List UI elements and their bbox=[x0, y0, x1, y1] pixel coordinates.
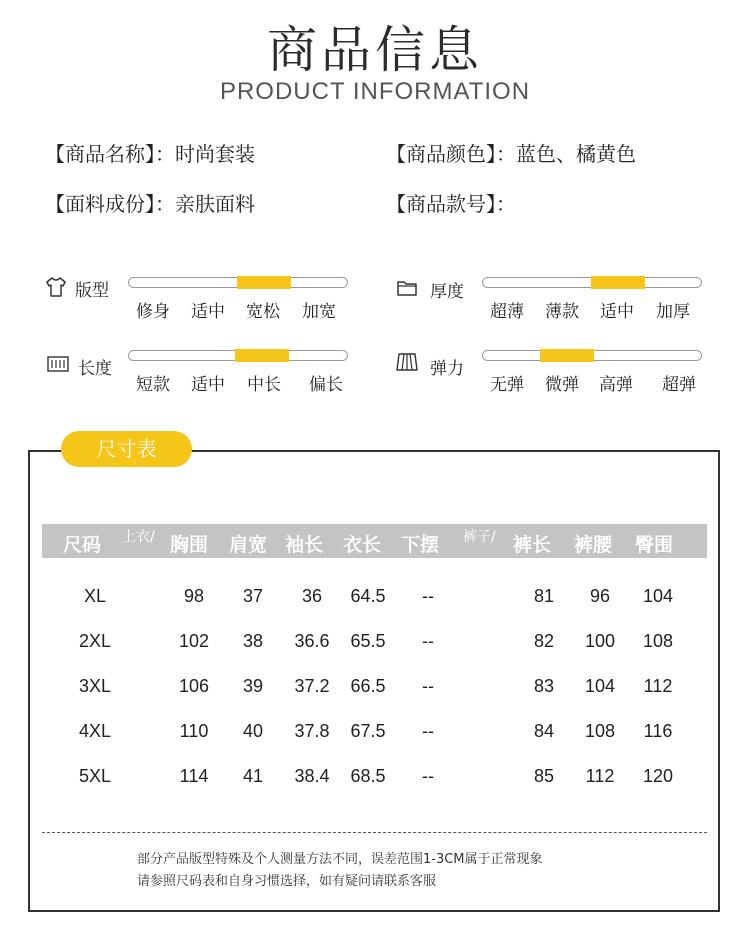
table-cell: 112 bbox=[643, 676, 673, 696]
fit-option: 加宽 bbox=[302, 302, 336, 322]
fit-label: 版型 bbox=[75, 281, 109, 301]
fit-option: 修身 bbox=[136, 302, 170, 322]
table-cell: 83 bbox=[533, 676, 555, 696]
elasticity-option: 超弹 bbox=[662, 375, 696, 395]
length-option: 短款 bbox=[136, 375, 170, 395]
table-cell: 100 bbox=[584, 631, 616, 651]
length-scale bbox=[128, 350, 348, 361]
table-cell: -- bbox=[422, 721, 434, 741]
table-cell: 36.6 bbox=[294, 631, 330, 651]
table-cell: 67.5 bbox=[350, 721, 386, 741]
thickness-label: 厚度 bbox=[430, 282, 464, 302]
header-pants-group: 裤子/ bbox=[463, 529, 496, 545]
table-cell: 116 bbox=[643, 721, 673, 741]
table-cell: 106 bbox=[178, 676, 210, 696]
thickness-scale bbox=[482, 277, 702, 288]
size-table-header bbox=[42, 524, 707, 558]
table-cell: 5XL bbox=[78, 766, 112, 786]
length-label: 长度 bbox=[78, 359, 112, 379]
elasticity-label: 弹力 bbox=[430, 359, 464, 379]
header-hem: 下摆 bbox=[401, 534, 440, 556]
size-table-frame bbox=[28, 450, 720, 912]
thickness-option: 加厚 bbox=[656, 302, 690, 322]
table-cell: 66.5 bbox=[350, 676, 386, 696]
size-table-tag: 尺寸表 bbox=[61, 431, 192, 467]
product-color-info: 【商品颜色】：蓝色、橘黄色 bbox=[386, 142, 636, 166]
table-cell: 37 bbox=[242, 586, 264, 606]
table-cell: 36 bbox=[301, 586, 323, 606]
header-pants-length: 裤长 bbox=[513, 534, 552, 556]
fit-scale bbox=[128, 277, 348, 288]
elasticity-option: 无弹 bbox=[490, 375, 524, 395]
fit-option: 适中 bbox=[191, 302, 225, 322]
table-cell: 108 bbox=[584, 721, 616, 741]
table-cell: 104 bbox=[642, 586, 674, 606]
table-cell: 64.5 bbox=[350, 586, 386, 606]
table-cell: 37.2 bbox=[294, 676, 330, 696]
thickness-indicator bbox=[591, 276, 645, 289]
table-cell: XL bbox=[83, 586, 107, 606]
tshirt-icon bbox=[45, 276, 67, 298]
table-cell: 68.5 bbox=[350, 766, 386, 786]
header-shoulder: 肩宽 bbox=[229, 534, 268, 556]
table-cell: 38 bbox=[242, 631, 264, 651]
elasticity-option: 微弹 bbox=[545, 375, 579, 395]
table-cell: 4XL bbox=[78, 721, 112, 741]
header-chest: 胸围 bbox=[170, 534, 209, 556]
length-option: 偏长 bbox=[309, 375, 343, 395]
table-cell: -- bbox=[422, 766, 434, 786]
table-cell: 84 bbox=[533, 721, 555, 741]
table-cell: 96 bbox=[589, 586, 611, 606]
note-line: 请参照尺码表和自身习惯选择，如有疑问请联系客服 bbox=[137, 874, 437, 889]
table-cell: 65.5 bbox=[350, 631, 386, 651]
table-cell: 98 bbox=[183, 586, 205, 606]
table-cell: 102 bbox=[178, 631, 210, 651]
table-cell: 40 bbox=[242, 721, 264, 741]
folder-icon bbox=[396, 277, 418, 299]
table-cell: -- bbox=[422, 631, 434, 651]
table-cell: 81 bbox=[533, 586, 555, 606]
length-option: 适中 bbox=[191, 375, 225, 395]
elasticity-option: 高弹 bbox=[599, 375, 633, 395]
header-size: 尺码 bbox=[63, 534, 102, 556]
product-name-info: 【商品名称】：时尚套装 bbox=[45, 142, 255, 166]
page-title: 商品信息 bbox=[267, 21, 483, 79]
header-length: 衣长 bbox=[343, 534, 382, 556]
table-cell: 85 bbox=[533, 766, 555, 786]
table-cell: 41 bbox=[242, 766, 264, 786]
table-cell: -- bbox=[422, 586, 434, 606]
table-cell: 39 bbox=[242, 676, 264, 696]
fabric-info: 【面料成份】：亲肤面料 bbox=[45, 192, 255, 216]
table-cell: 108 bbox=[642, 631, 674, 651]
header-sleeve: 袖长 bbox=[285, 534, 324, 556]
table-cell: 3XL bbox=[78, 676, 112, 696]
header-top-group: 上衣/ bbox=[122, 529, 155, 545]
table-cell: 112 bbox=[585, 766, 615, 786]
thickness-option: 超薄 bbox=[490, 302, 524, 322]
elasticity-scale bbox=[482, 350, 702, 361]
table-cell: 110 bbox=[179, 721, 209, 741]
notes-divider bbox=[42, 832, 707, 833]
pleats-icon bbox=[396, 351, 418, 373]
fit-option: 宽松 bbox=[246, 302, 280, 322]
length-indicator bbox=[235, 349, 289, 362]
table-cell: 82 bbox=[533, 631, 555, 651]
note-line: 部分产品版型特殊及个人测量方法不同，误差范围1-3CM属于正常现象 bbox=[137, 852, 543, 867]
elasticity-indicator bbox=[540, 349, 594, 362]
table-cell: -- bbox=[422, 676, 434, 696]
table-cell: 114 bbox=[179, 766, 209, 786]
header-waist: 裤腰 bbox=[574, 534, 613, 556]
fit-indicator bbox=[237, 276, 291, 289]
header-hip: 臀围 bbox=[635, 534, 674, 556]
thickness-option: 薄款 bbox=[545, 302, 579, 322]
model-number-info: 【商品款号】： bbox=[386, 192, 516, 216]
length-option: 中长 bbox=[247, 375, 281, 395]
table-cell: 37.8 bbox=[294, 721, 330, 741]
ruler-icon bbox=[47, 353, 69, 375]
table-cell: 38.4 bbox=[294, 766, 330, 786]
table-cell: 2XL bbox=[78, 631, 112, 651]
table-cell: 120 bbox=[642, 766, 674, 786]
thickness-option: 适中 bbox=[600, 302, 634, 322]
table-cell: 104 bbox=[584, 676, 616, 696]
page-subtitle: PRODUCT INFORMATION bbox=[219, 78, 531, 105]
